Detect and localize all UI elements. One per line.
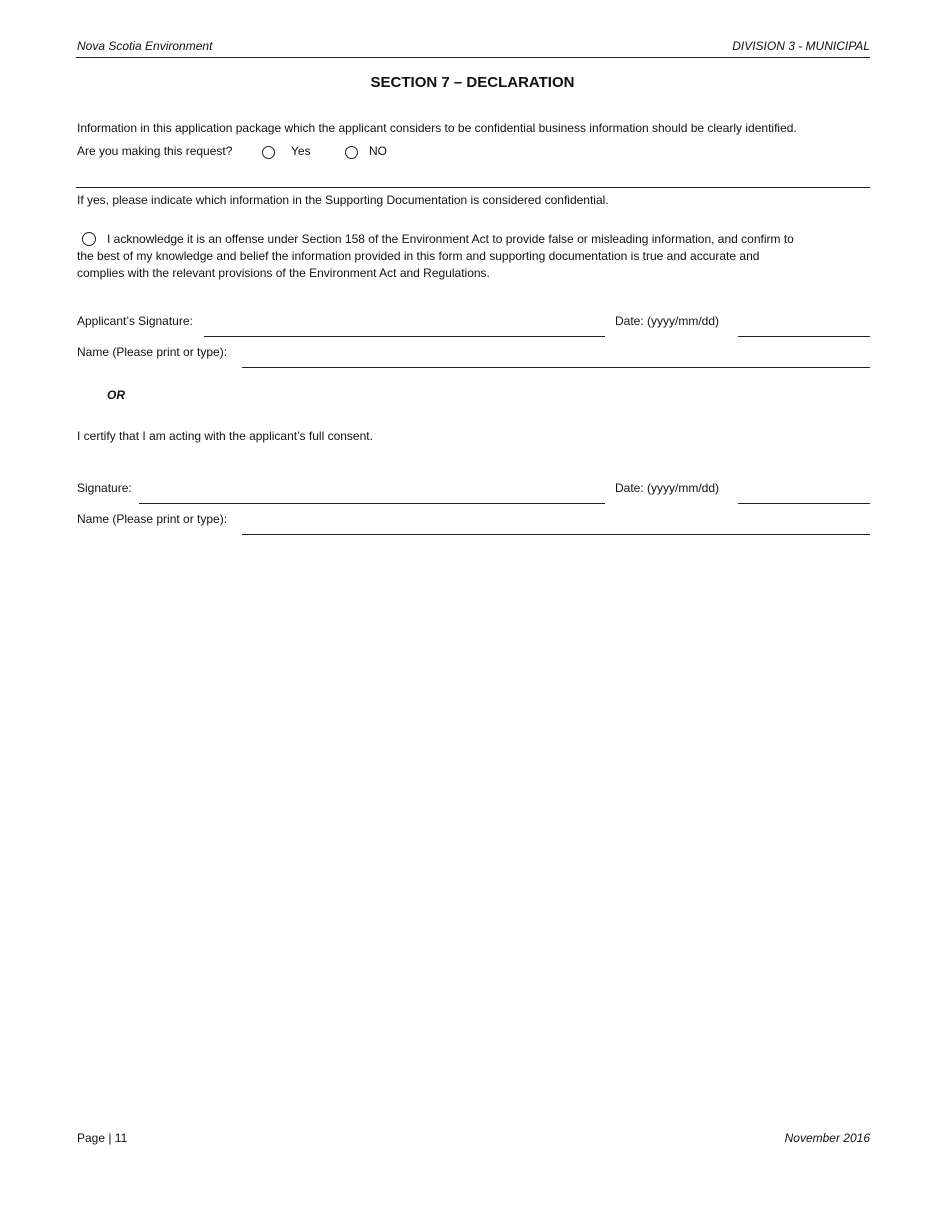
or-label: OR (107, 388, 125, 402)
confidential-question: Are you making this request? (77, 144, 233, 158)
header-division: DIVISION 3 - MUNICIPAL (732, 39, 870, 53)
agent-name-label: Name (Please print or type): (77, 512, 228, 526)
applicant-date-label: Date: (yyyy/mm/dd) (615, 314, 720, 328)
applicant-signature-label: Applicant’s Signature: (77, 314, 193, 328)
certify-text: I certify that I am acting with the applicant’s full consent. (77, 429, 373, 443)
acknowledge-line-2: the best of my knowledge and belief the information provided in this form and supporting documentation is true and accurate and (77, 249, 760, 263)
applicant-name-label: Name (Please print or type): (77, 345, 228, 359)
confidential-followup: If yes, please indicate which information in the Supporting Documentation is considered confidential. (77, 193, 609, 207)
option-no-label: NO (369, 144, 387, 158)
acknowledge-line-3: complies with the relevant provisions of the Environment Act and Regulations. (77, 266, 490, 280)
header-divider (76, 57, 870, 58)
applicant-signature-field[interactable] (204, 336, 605, 337)
radio-no[interactable] (345, 146, 358, 159)
agent-date-field[interactable] (738, 503, 870, 504)
confidential-intro: Information in this application package which the applicant considers to be confidential business information should be clearly identified. (77, 121, 797, 135)
acknowledge-line-1: I acknowledge it is an offense under Section 158 of the Environment Act to provide false or misleading information, and confirm to (107, 232, 794, 246)
acknowledge-radio[interactable] (82, 232, 96, 246)
option-yes-label: Yes (291, 144, 311, 158)
header-organization: Nova Scotia Environment (77, 39, 213, 53)
applicant-date-field[interactable] (738, 336, 870, 337)
agent-signature-field[interactable] (139, 503, 605, 504)
agent-date-label: Date: (yyyy/mm/dd) (615, 481, 720, 495)
radio-yes[interactable] (262, 146, 275, 159)
agent-signature-label: Signature: (77, 481, 132, 495)
confidential-info-line[interactable] (76, 187, 870, 188)
section-title: SECTION 7 – DECLARATION (370, 74, 575, 91)
applicant-name-field[interactable] (242, 367, 870, 368)
footer-page-number: Page | 11 (77, 1131, 128, 1145)
footer-date: November 2016 (784, 1131, 870, 1145)
agent-name-field[interactable] (242, 534, 870, 535)
